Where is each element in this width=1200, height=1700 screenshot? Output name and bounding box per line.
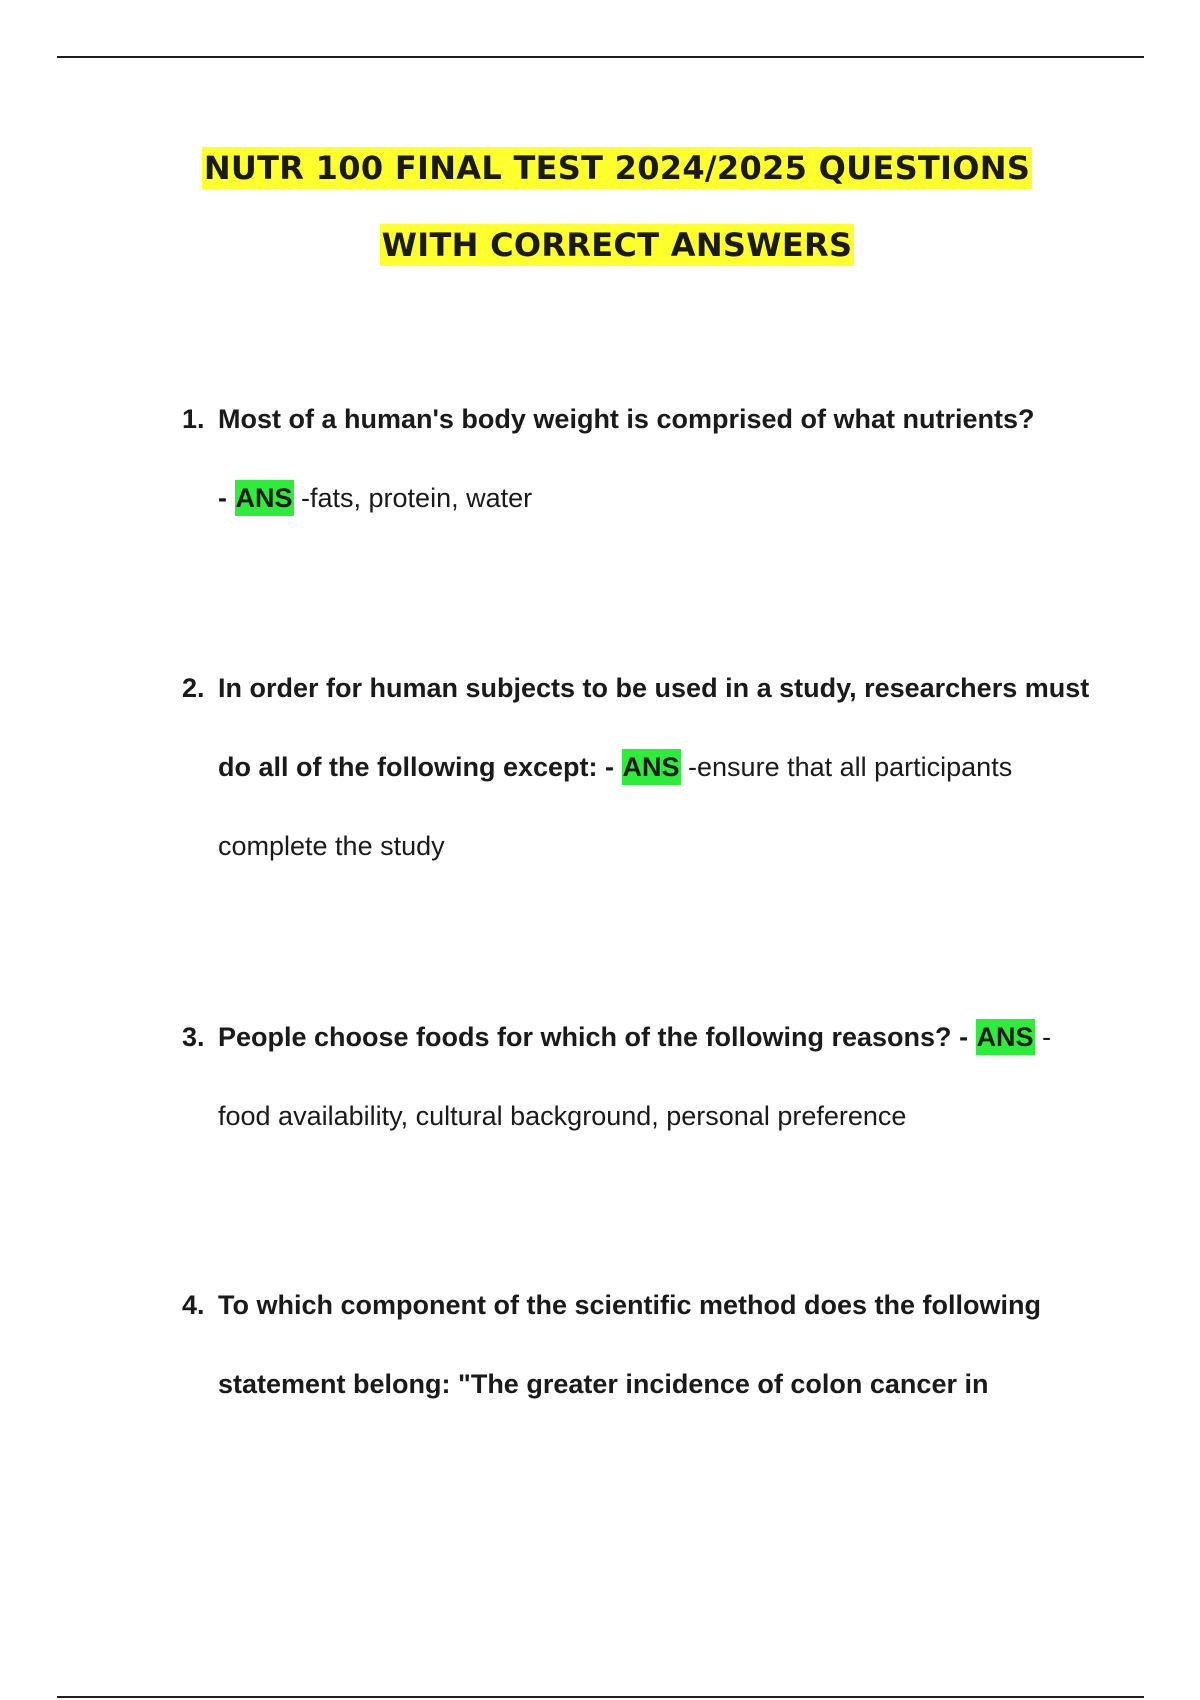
title-line-2: WITH CORRECT ANSWERS: [381, 226, 853, 264]
question-item: [182, 1266, 1097, 1424]
question-number: 2.: [182, 673, 205, 703]
question-text: People choose foods for which of the following reasons?: [218, 1022, 960, 1052]
question-text: Most of a human's body weight is comprised of what nutrients?: [218, 404, 1035, 434]
answer-separator: -: [959, 1022, 976, 1052]
bottom-divider: [57, 1696, 1144, 1698]
question-number: 3.: [182, 1022, 205, 1052]
question-text: To which component of the scientific method does the following statement belong: "The greater incidence of colon cancer in: [218, 1290, 1041, 1399]
title-line-1: NUTR 100 FINAL TEST 2024/2025 QUESTIONS: [203, 149, 1031, 187]
answer-separator: -: [218, 483, 235, 513]
answer-tag: ANS: [622, 749, 681, 785]
answer-tag: ANS: [235, 480, 294, 516]
question-item: [182, 998, 1097, 1156]
question-item: [182, 649, 1097, 886]
question-item: [182, 380, 1097, 538]
document-title: [0, 130, 1200, 284]
answer-text: -fats, protein, water: [293, 483, 533, 513]
answer-separator: -: [605, 752, 622, 782]
question-text: In order for human subjects to be used in a study, researchers must do all of the following except:: [218, 673, 1090, 782]
answer-text: -ensure that all participants complete the study: [218, 752, 1013, 861]
question-number: 4.: [182, 1290, 205, 1320]
top-divider: [57, 56, 1144, 58]
question-number: 1.: [182, 404, 205, 434]
answer-text: -food availability, cultural background, personal preference: [218, 1022, 1052, 1131]
answer-tag: ANS: [976, 1019, 1035, 1055]
